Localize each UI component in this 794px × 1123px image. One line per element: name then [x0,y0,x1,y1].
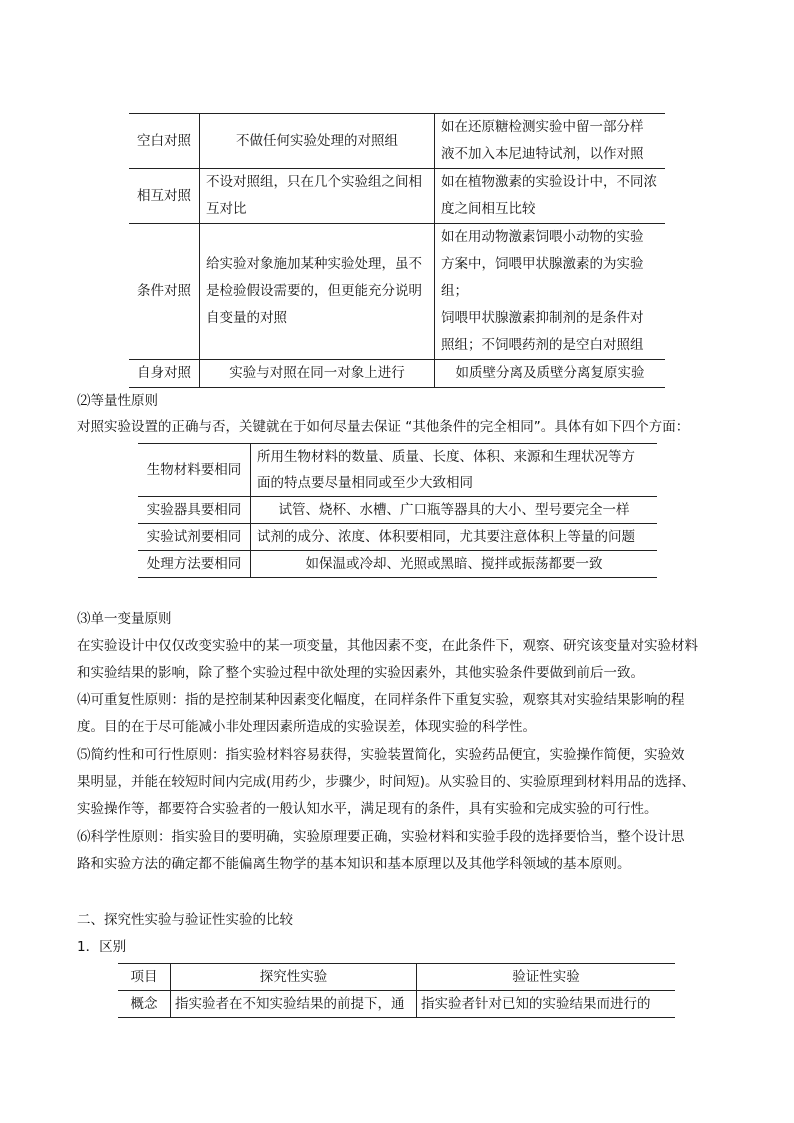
description-line: 实验与对照在同一对象上进行 [229,365,405,381]
equal-condition-name: 实验试剂要相同 [138,524,251,551]
repeatability-line-2: 度。目的在于尽可能减小非处理因素所造成的实验误差，体现实验的科学性。 [77,719,536,735]
control-type-example [435,169,666,224]
feasibility-line-1: ⑸简约性和可行性原则：指实验材料容易获得，实验装置简化，实验药品便宜，实验操作简便，实验效 [77,747,685,763]
control-type-example [435,224,666,360]
equal-condition-description [251,497,658,524]
example-line: 照组；不饲喂药剂的是空白对照组 [441,337,644,353]
control-type-row [129,224,665,360]
description-line: 自变量的对照 [206,310,287,326]
example-line: 度之间相互比较 [441,201,536,217]
equal-condition-row [138,551,657,578]
equal-condition-row [138,444,657,497]
concept-verification: 指实验者针对已知的实验结果而进行的 [417,991,676,1018]
control-type-name: 条件对照 [129,224,200,360]
control-type-example [435,360,666,388]
part2-heading: 二、探究性实验与验证性实验的比较 [77,912,293,928]
equal-description-line: 试剂的成分、浓度、体积要相同，尤其要注意体积上等量的问题 [257,529,635,545]
equal-condition-name: 处理方法要相同 [138,551,251,578]
concept-exploratory: 指实验者在不知实验结果的前提下，通 [171,991,417,1018]
comparison-table [118,963,675,1018]
control-type-row [129,360,665,388]
equal-condition-description [251,551,658,578]
example-line: 方案中，饲喂甲状腺激素的为实验组； [441,256,644,299]
control-type-name: 自身对照 [129,360,200,388]
repeatability-line-1: ⑷可重复性原则：指的是控制某种因素变化幅度，在同样条件下重复实验，观察其对实验结果影响的程 [77,692,685,708]
control-type-description [200,224,435,360]
example-line: 如在植物激素的实验设计中，不同浓 [441,174,657,190]
single-variable-line-2: 和实验结果的影响，除了整个实验过程中欲处理的实验因素外，其他实验条件要做到前后一致。 [77,665,644,681]
control-type-row [129,114,665,169]
equal-condition-description [251,444,658,497]
feasibility-line-2: 果明显，并能在较短时间内完成(用药少，步骤少，时间短)。从实验目的、实验原理到材料用品的选择、 [77,774,696,790]
header-exploratory: 探究性实验 [171,964,417,991]
equal-condition-row [138,524,657,551]
equal-condition-name: 实验器具要相同 [138,497,251,524]
equal-description-line: 面的特点要尽量相同或至少大致相同 [257,475,473,491]
equal-condition-row [138,497,657,524]
description-line: 是检验假设需要的，但更能充分说明 [206,283,422,299]
equal-conditions-table [138,443,657,578]
equal-condition-description [251,524,658,551]
equal-description-line: 试管、烧杯、水槽、广口瓶等器具的大小、型号要完全一样 [278,502,630,518]
example-line: 如在用动物激素饲喂小动物的实验 [441,229,644,245]
single-variable-heading: ⑶单一变量原则 [77,611,172,627]
equal-principle-heading: ⑵等量性原则 [77,393,158,409]
description-line: 互对比 [206,201,247,217]
concept-label: 概念 [118,991,171,1018]
example-line: 饲喂甲状腺激素抑制剂的是条件对 [441,310,644,326]
control-types-table [129,113,665,388]
control-type-description [200,360,435,388]
control-type-description [200,169,435,224]
example-line: 如在还原糖检测实验中留一部分样 [441,119,644,135]
description-line: 不做任何实验处理的对照组 [236,132,398,149]
scientific-line-2: 路和实验方法的确定都不能偏离生物学的基本知识和基本原理以及其他学科领域的基本原则。 [77,856,631,872]
scientific-line-1: ⑹科学性原则：指实验目的要明确，实验原理要正确，实验材料和实验手段的选择要恰当，整个设计思 [77,829,685,845]
example-line: 如质壁分离及质壁分离复原实验 [455,365,645,381]
control-type-description [200,114,435,169]
control-type-row [129,169,665,224]
example-line: 液不加入本尼迪特试剂，以作对照 [441,146,644,162]
control-type-name: 空白对照 [129,114,200,169]
description-line: 不设对照组，只在几个实验组之间相 [206,174,422,190]
equal-description-line: 如保温或冷却、光照或黑暗、搅拌或振荡都要一致 [305,556,603,572]
equal-principle-intro: 对照实验设置的正确与否，关键就在于如何尽量去保证 “其他条件的完全相同”。具体有如下四个方面： [77,419,690,435]
header-item: 项目 [118,964,171,991]
comparison-header-row [118,964,675,991]
header-verification: 验证性实验 [417,964,676,991]
feasibility-line-3: 实验操作等，都要符合实验者的一般认知水平，满足现有的条件，具有实验和完成实验的可行性。 [77,801,658,817]
single-variable-line-1: 在实验设计中仅仅改变实验中的某一项变量，其他因素不变，在此条件下，观察、研究该变量对实验材料 [77,638,698,654]
equal-description-line: 所用生物材料的数量、质量、长度、体积、来源和生理状况等方 [257,449,635,465]
control-type-name: 相互对照 [129,169,200,224]
equal-condition-name: 生物材料要相同 [138,444,251,497]
control-type-example [435,114,666,169]
part2-subheading: 1．区别 [77,939,127,955]
comparison-concept-row [118,991,675,1018]
description-line: 给实验对象施加某种实验处理，虽不 [206,256,422,272]
